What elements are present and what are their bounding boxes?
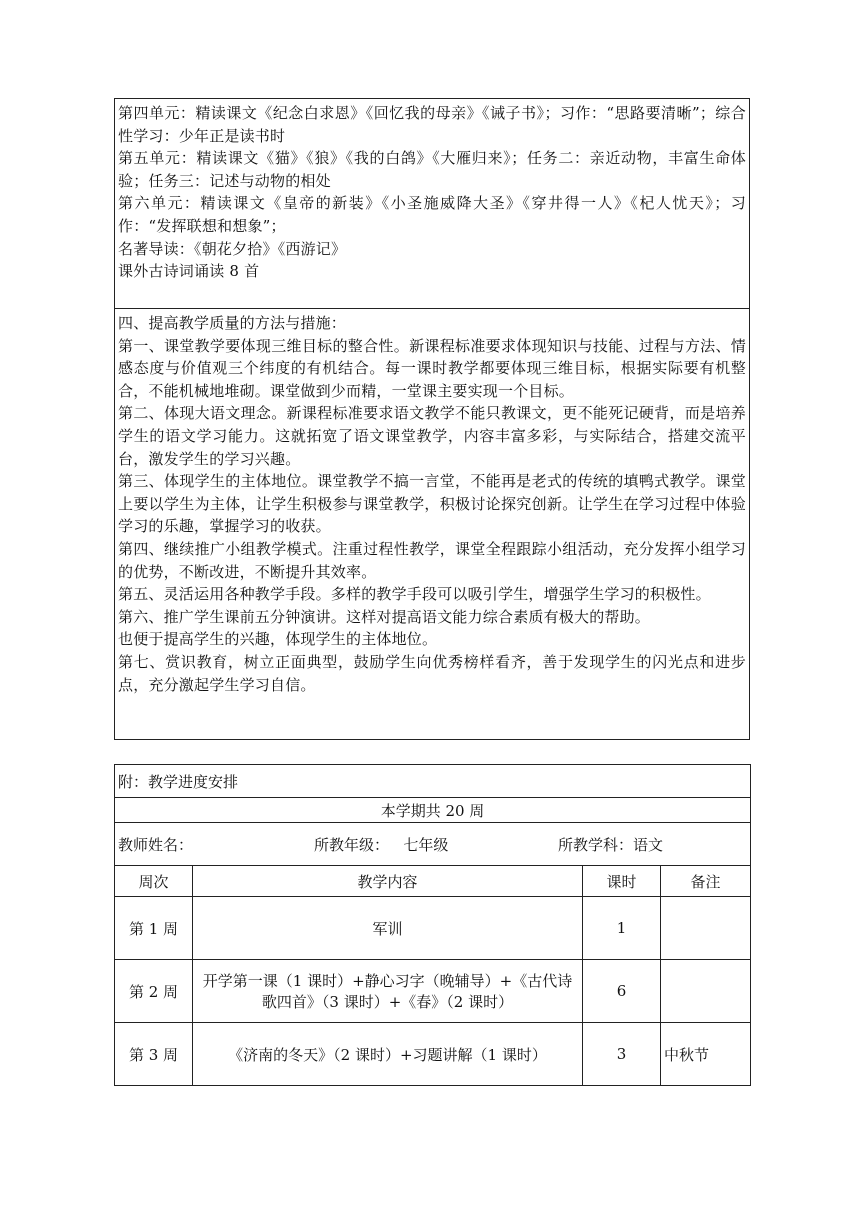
method-item-7: 第七、赏识教育，树立正面典型，鼓励学生向优秀榜样看齐，善于发现学生的闪光点和进步点，充分激起学生学习自信。	[118, 652, 746, 694]
methods-text	[115, 309, 749, 696]
subject-value: 语文	[633, 835, 664, 854]
schedule-table	[114, 764, 751, 1086]
content-cell: 《济南的冬天》（2 课时）+习题讲解（1 课时）	[193, 1023, 583, 1086]
subject-field	[558, 834, 663, 855]
content-cell: 军训	[193, 897, 583, 960]
header-note: 备注	[661, 866, 751, 897]
schedule-title-row	[115, 765, 751, 798]
hours-cell: 6	[583, 960, 661, 1023]
method-item-1: 第一、课堂教学要体现三维目标的整合性。新课程标准要求体现知识与技能、过程与方法、情感态度与价值观三个纬度的有机结合。每一课时教学都要体现三维目标，根据实际要有机整合，不能机械地堆砌。课堂做到少而精，一堂课主要实现一个目标。	[118, 336, 746, 400]
header-hours: 课时	[583, 866, 661, 897]
units-section	[114, 98, 750, 309]
unit-6: 第六单元：精读课文《皇帝的新装》《小圣施威降大圣》《穿井得一人》《杞人忧天》；习作：“发挥联想和想象”；	[118, 194, 746, 235]
table-header-row	[115, 866, 751, 897]
schedule-total-row	[115, 798, 751, 823]
header-week: 周次	[115, 866, 193, 897]
method-item-6-cont: 也便于提高学生的兴趣，体现学生的主体地位。	[118, 630, 438, 649]
note-cell: 中秋节	[661, 1023, 751, 1086]
week-cell: 第 3 周	[115, 1023, 193, 1086]
grade-value: 七年级	[403, 835, 449, 854]
week-cell: 第 1 周	[115, 897, 193, 960]
grade-label: 所教年级：	[314, 835, 390, 854]
header-content: 教学内容	[193, 866, 583, 897]
grade-field	[314, 834, 558, 855]
teacher-info-row	[115, 823, 751, 866]
week-cell: 第 2 周	[115, 960, 193, 1023]
classic-reading: 名著导读：《朝花夕拾》《西游记》	[118, 239, 347, 258]
units-text	[115, 99, 749, 283]
methods-section	[114, 308, 750, 740]
poetry-reading: 课外古诗词诵读 8 首	[118, 262, 260, 281]
table-row	[115, 1023, 751, 1086]
teacher-info-cell	[115, 823, 751, 866]
unit-4: 第四单元：精读课文《纪念白求恩》《回忆我的母亲》《诫子书》；习作：“思路要清晰”；综合性学习：少年正是读书时	[118, 104, 746, 145]
teacher-name-label: 教师姓名：	[118, 835, 194, 854]
method-item-2: 第二、体现大语文理念。新课程标准要求语文教学不能只教课文，更不能死记硬背，而是培养学生的语文学习能力。这就拓宽了语文课堂教学，内容丰富多彩，与实际结合，搭建交流平台，激发学生的学习兴趣。	[118, 404, 746, 468]
subject-label: 所教学科：	[558, 835, 634, 854]
semester-weeks: 本学期共 20 周	[115, 798, 751, 823]
method-item-5: 第五、灵活运用各种教学手段。多样的教学手段可以吸引学生，增强学生学习的积极性。	[118, 585, 711, 604]
hours-cell: 1	[583, 897, 661, 960]
table-row	[115, 897, 751, 960]
methods-heading: 四、提高教学质量的方法与措施：	[118, 314, 347, 332]
unit-5: 第五单元：精读课文《猫》《狼》《我的白鸽》《大雁归来》；任务二：亲近动物，丰富生命体验；任务三：记述与动物的相处	[118, 149, 746, 190]
note-cell	[661, 897, 751, 960]
method-item-3: 第三、体现学生的主体地位。课堂教学不搞一言堂，不能再是老式的传统的填鸭式教学。课堂上要以学生为主体，让学生积极参与课堂教学，积极讨论探究创新。让学生在学习过程中体验学习的乐趣，掌握学习的收获。	[118, 472, 746, 536]
content-cell: 开学第一课（1 课时）+静心习字（晚辅导）+《古代诗歌四首》（3 课时）+《春》（2 课时）	[193, 960, 583, 1023]
hours-cell: 3	[583, 1023, 661, 1086]
method-item-4: 第四、继续推广小组教学模式。注重过程性教学，课堂全程跟踪小组活动，充分发挥小组学习的优势，不断改进，不断提升其效率。	[118, 539, 746, 581]
schedule-title: 附：教学进度安排	[115, 765, 751, 798]
note-cell	[661, 960, 751, 1023]
method-item-6: 第六、推广学生课前五分钟演讲。这样对提高语文能力综合素质有极大的帮助。	[118, 607, 651, 626]
table-row	[115, 960, 751, 1023]
